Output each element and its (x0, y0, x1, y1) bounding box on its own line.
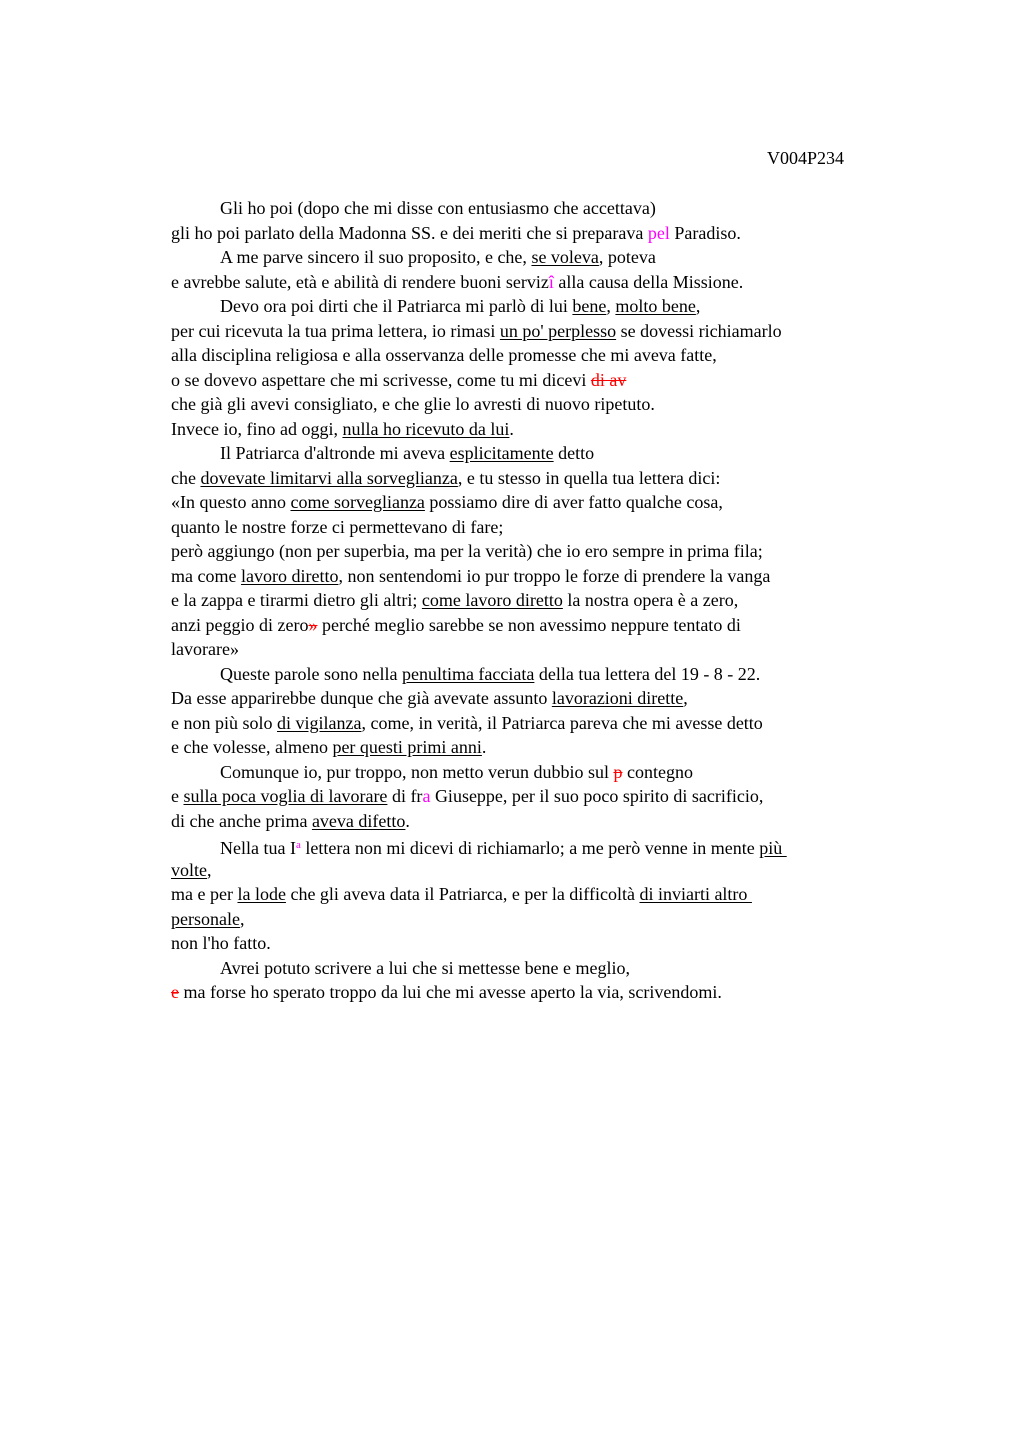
text-run: Invece io, fino ad oggi, (171, 418, 343, 439)
text-line (171, 809, 891, 834)
underlined-text: lavorazioni dirette (551, 688, 684, 708)
text-run: che gli aveva data il Patriarca, e per la difficoltà (285, 884, 640, 904)
text-run: di che anche prima (171, 810, 312, 831)
text-run: della tua lettera del 19 - 8 - 22. (534, 663, 761, 684)
text-run: e non più solo (171, 712, 277, 733)
superscript-text: a (295, 839, 301, 851)
text-run: Nella tua I (220, 838, 296, 858)
text-run: ma e per (171, 884, 238, 904)
deleted-text: di av (590, 369, 627, 390)
inserted-text: a (422, 786, 431, 806)
text-run: perché meglio sarebbe se non avessimo neppure tentato di (317, 614, 741, 635)
text-run: e la zappa e tirarmi dietro gli altri; (171, 590, 422, 610)
deleted-text: e (171, 982, 179, 1002)
text-run: , (695, 296, 701, 316)
text-line (171, 760, 891, 785)
text-run: Da esse apparirebbe dunque che già avevate assunto (171, 688, 552, 708)
underlined-text: esplicitamente (449, 443, 554, 463)
text-line (171, 539, 891, 564)
underlined-text: di vigilanza (277, 712, 362, 733)
underlined-text: più (759, 838, 787, 858)
text-run: , (239, 908, 245, 929)
text-run: alla causa della Missione. (553, 271, 744, 292)
underlined-text: di inviarti altro (639, 884, 752, 904)
text-run: che (171, 467, 201, 488)
text-run: detto (553, 443, 595, 463)
text-run: , e tu stesso in quella tua lettera dici: (457, 467, 721, 488)
underlined-text: volte (171, 859, 207, 880)
text-run: e che volesse, almeno (171, 737, 333, 757)
text-run: che già gli avevi consigliato, e che glie lo avresti di nuovo ripetuto. (171, 394, 655, 414)
underlined-text: come lavoro diretto (421, 590, 563, 610)
text-line (171, 441, 891, 466)
text-line (171, 613, 891, 638)
text-run: e avrebbe salute, età e abilità di rendere buoni serviz (171, 271, 549, 292)
text-line (171, 564, 891, 589)
text-run: , poteva (598, 247, 656, 267)
text-run: la nostra opera è a zero, (562, 590, 739, 610)
text-line (171, 343, 891, 368)
text-line (171, 417, 891, 442)
underlined-text: nulla ho ricevuto da lui (342, 418, 510, 439)
text-line (171, 858, 891, 883)
underlined-text: per questi primi anni (332, 737, 482, 757)
text-line (171, 711, 891, 736)
text-run: se dovessi richiamarlo (616, 320, 782, 341)
text-run: lettera non mi dicevi di richiamarlo; a me però venne in mente (300, 838, 760, 858)
text-run: . (481, 737, 487, 757)
text-run: o se dovevo aspettare che mi scrivesse, come tu mi dicevi (171, 369, 591, 390)
text-run: ma forse ho sperato troppo da lui che mi avesse aperto la via, scrivendomi. (179, 982, 722, 1002)
text-line (171, 931, 891, 956)
page-identifier: V004P234 (766, 148, 844, 168)
letter-body (171, 196, 891, 1005)
text-run: A me parve sincero il suo proposito, e che, (220, 247, 532, 267)
underlined-text: dovevate limitarvi alla sorveglianza (200, 467, 458, 488)
text-line (171, 245, 891, 270)
text-run: gli ho poi parlato della Madonna SS. e dei meriti che si preparava (171, 222, 648, 243)
text-run: e (171, 786, 184, 806)
text-line (171, 294, 891, 319)
text-line (171, 956, 891, 981)
text-line (171, 515, 891, 540)
text-line (171, 490, 891, 515)
text-run: Comunque io, pur troppo, non metto verun dubbio sul (220, 761, 614, 782)
underlined-text: un po' perplesso (499, 320, 617, 341)
text-run: . (509, 418, 514, 439)
text-run: . (405, 810, 410, 831)
text-line (171, 907, 891, 932)
text-run: alla disciplina religiosa e alla osservanza delle promesse che mi aveva fatte, (171, 345, 717, 365)
underlined-text: molto bene (615, 296, 696, 316)
text-run: , (683, 688, 688, 708)
underlined-text: se voleva (531, 247, 599, 267)
text-run: Giuseppe, per il suo poco spirito di sacrificio, (430, 786, 764, 806)
text-line (171, 221, 891, 246)
text-run: , (207, 859, 212, 880)
text-run: possiamo dire di aver fatto qualche cosa, (424, 492, 723, 512)
text-run: , non sentendomi io pur troppo le forze di prendere la vanga (338, 565, 771, 586)
text-run: quanto le nostre forze ci permettevano di fare; (171, 516, 504, 537)
text-run: Devo ora poi dirti che il Patriarca mi parlò di lui (220, 296, 573, 316)
text-run: , come, in verità, il Patriarca pareva che mi avesse detto (361, 712, 763, 733)
text-line (171, 735, 891, 760)
text-run: Queste parole sono nella (220, 663, 402, 684)
text-run: ma come (171, 565, 241, 586)
text-line (171, 637, 891, 662)
text-run: Gli ho poi (dopo che mi disse con entusiasmo che accettava) (220, 198, 656, 218)
text-line (171, 784, 891, 809)
deleted-text: p (613, 761, 623, 782)
underlined-text: sulla poca voglia di lavorare (183, 786, 388, 806)
text-run: di fr (387, 786, 423, 806)
underlined-text: lavoro diretto (240, 565, 339, 586)
text-line (171, 588, 891, 613)
text-run: Avrei potuto scrivere a lui che si mettesse bene e meglio, (220, 957, 631, 978)
deleted-text: » (308, 614, 318, 635)
text-run: non l'ho fatto. (171, 933, 271, 953)
text-run: Paradiso. (669, 222, 741, 243)
text-line (171, 270, 891, 295)
inserted-text: pel (647, 222, 670, 243)
text-run: contegno (622, 761, 693, 782)
underlined-text: personale (171, 908, 240, 929)
text-line (171, 319, 891, 344)
text-line (171, 882, 891, 907)
text-run: lavorare» (171, 639, 239, 659)
text-line (171, 662, 891, 687)
text-run: , (606, 296, 616, 316)
text-line (171, 368, 891, 393)
text-line (171, 833, 891, 858)
underlined-text: come sorveglianza (290, 492, 425, 512)
text-run: Il Patriarca d'altronde mi aveva (220, 443, 450, 463)
underlined-text: penultima facciata (401, 663, 535, 684)
text-run: per cui ricevuta la tua prima lettera, io rimasi (171, 320, 500, 341)
underlined-text: la lode (237, 884, 286, 904)
text-line (171, 392, 891, 417)
text-run: anzi peggio di zero (171, 614, 309, 635)
text-run: però aggiungo (non per superbia, ma per la verità) che io ero sempre in prima fila; (171, 541, 763, 561)
text-line (171, 980, 891, 1005)
underlined-text: bene (572, 296, 607, 316)
inserted-text: î (548, 271, 554, 292)
underlined-text: aveva difetto (311, 810, 406, 831)
text-line (171, 466, 891, 491)
text-run: «In questo anno (171, 492, 291, 512)
text-line (171, 686, 891, 711)
text-line (171, 196, 891, 221)
